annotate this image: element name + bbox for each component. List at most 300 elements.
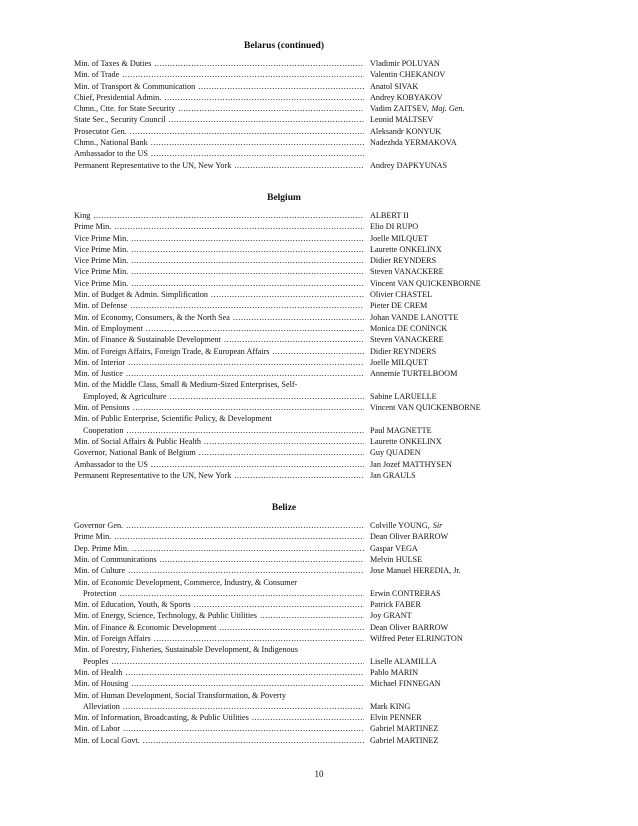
- section-title: Belarus (continued): [244, 41, 324, 51]
- position-title: [74, 565, 364, 576]
- position-title: [74, 81, 364, 92]
- official-name: [364, 577, 441, 600]
- official-name: [364, 531, 448, 542]
- list-item: [74, 610, 494, 621]
- position-text: Min. of Education, Youth, & Sports: [74, 600, 191, 610]
- dot-leader: [219, 622, 364, 633]
- position-title: [74, 300, 364, 311]
- official-name: [364, 543, 418, 554]
- position-text: Vice Prime Min.: [74, 256, 129, 266]
- official-name-text: Vincent VAN QUICKENBORNE: [370, 278, 481, 288]
- position-title: [74, 622, 364, 633]
- official-name-text: Jose Manuel HEREDIA, Jr.: [370, 566, 461, 576]
- position-text: Vice Prime Min.: [74, 233, 129, 243]
- position-text: Dep. Prime Min.: [74, 543, 130, 553]
- list-item: [74, 712, 494, 723]
- list-item: [74, 531, 494, 542]
- position-text: Min. of Housing: [74, 679, 129, 689]
- position-title: [74, 58, 364, 69]
- list-item: [74, 58, 494, 69]
- dot-leader: [151, 148, 364, 159]
- dot-leader: [131, 678, 364, 689]
- official-name: [364, 413, 432, 436]
- official-name-text: Aleksandr KONYUK: [370, 126, 442, 136]
- position-title: [74, 210, 364, 221]
- position-title: [74, 323, 364, 334]
- official-name: [364, 346, 436, 357]
- official-name-text: Valentin CHEKANOV: [370, 70, 446, 80]
- official-name-text: Guy QUADEN: [370, 448, 421, 458]
- official-name-text: Andrey DAPKYUNAS: [370, 160, 448, 170]
- position-text: Min. of Justice: [74, 369, 123, 379]
- dot-leader: [133, 402, 364, 413]
- position-text: Ambassador to the US: [74, 459, 148, 469]
- position-title: [74, 233, 364, 244]
- official-name-text: Didier REYNDERS: [370, 346, 437, 356]
- position-text: Min. of Economy, Consumers, & the North Sea: [74, 312, 230, 322]
- list-item: [74, 413, 494, 436]
- position-title: [74, 244, 364, 255]
- official-name: [364, 278, 481, 289]
- position-title: [74, 137, 364, 148]
- official-name: [364, 92, 443, 103]
- official-name-text: Vladimir POLUYAN: [370, 59, 440, 68]
- position-title: [74, 312, 364, 323]
- position-text: Protection: [83, 588, 117, 598]
- official-name-text: Didier REYNDERS: [370, 256, 437, 266]
- dot-leader: [93, 210, 364, 221]
- official-name: [364, 266, 444, 277]
- position-text: Employed, & Agriculture: [83, 391, 167, 401]
- position-title: [74, 723, 364, 734]
- list-item: [74, 447, 494, 458]
- position-text: Min. of Public Enterprise, Scientific Policy, & Development: [74, 414, 272, 424]
- dot-leader: [211, 289, 364, 300]
- official-name: [364, 599, 421, 610]
- list-item: [74, 402, 494, 413]
- position-text: Vice Prime Min.: [74, 267, 129, 277]
- dot-leader: [126, 425, 364, 436]
- entry-list: [74, 520, 494, 746]
- official-name-text: Leonid MALTSEV: [370, 115, 434, 125]
- official-name-text: Anatol SIVAK: [370, 81, 419, 91]
- official-name: [364, 357, 428, 368]
- position-text: Prosecutor Gen.: [74, 126, 127, 136]
- position-title: [74, 543, 364, 554]
- position-text: Min. of Foreign Affairs: [74, 634, 151, 644]
- official-name: [364, 312, 458, 323]
- dot-leader: [151, 137, 364, 148]
- position-title: [74, 92, 364, 103]
- dot-leader: [130, 300, 364, 311]
- dot-leader: [111, 656, 364, 667]
- position-text: Permanent Representative to the UN, New York: [74, 160, 232, 170]
- official-name-text: Laurette ONKELINX: [370, 436, 442, 446]
- position-text: Alleviation: [83, 701, 120, 711]
- list-item: [74, 644, 494, 667]
- dot-leader: [169, 391, 364, 402]
- position-title: [74, 690, 364, 713]
- official-name: [364, 644, 437, 667]
- official-name: [364, 436, 442, 447]
- page-number: 10: [314, 769, 324, 779]
- position-text: State Sec., Security Council: [74, 115, 166, 125]
- list-item: [74, 565, 494, 576]
- official-name: [364, 667, 418, 678]
- position-title: [74, 103, 364, 114]
- official-name: [364, 137, 457, 148]
- official-name: [364, 368, 457, 379]
- dot-leader: [126, 520, 364, 531]
- list-item: [74, 114, 494, 125]
- position-title: [74, 126, 364, 137]
- position-title: [74, 577, 364, 600]
- list-item: [74, 357, 494, 368]
- position-text: Min. of Social Affairs & Public Health: [74, 436, 201, 446]
- official-name: [364, 300, 427, 311]
- list-item: [74, 300, 494, 311]
- official-name-text: Paul MAGNETTE: [370, 425, 432, 435]
- section-belarus: [74, 40, 494, 171]
- dot-leader: [131, 233, 364, 244]
- list-item: [74, 622, 494, 633]
- entry-list: [74, 58, 494, 171]
- position-text: Vice Prime Min.: [74, 244, 129, 254]
- dot-leader: [199, 447, 364, 458]
- official-name: [364, 470, 416, 481]
- official-name-text: Gabriel MARTINEZ: [370, 724, 439, 734]
- dot-leader: [120, 588, 364, 599]
- dot-leader: [131, 244, 364, 255]
- position-title: [74, 470, 364, 481]
- list-item: [74, 233, 494, 244]
- position-title: [74, 160, 364, 171]
- dot-leader: [130, 126, 364, 137]
- position-title: [74, 678, 364, 689]
- dot-leader: [164, 92, 364, 103]
- official-name-text: Gaspar VEGA: [370, 543, 418, 553]
- official-name-text: Monica DE CONINCK: [370, 323, 448, 333]
- dot-leader: [252, 712, 364, 723]
- official-name-text: Jan GRAULS: [370, 470, 416, 480]
- official-name-text: Steven VANACKERE: [370, 267, 444, 277]
- official-name-text: Dean Oliver BARROW: [370, 532, 449, 542]
- position-text: Min. of Culture: [74, 566, 126, 576]
- dot-leader: [122, 69, 364, 80]
- official-name-text: Joelle MILQUET: [370, 233, 428, 243]
- position-title: [74, 255, 364, 266]
- dot-leader: [146, 323, 364, 334]
- position-text: Min. of Interior: [74, 357, 126, 367]
- official-name-text: Erwin CONTRERAS: [370, 588, 441, 598]
- position-text: Peoples: [83, 656, 109, 666]
- dot-leader: [273, 346, 365, 357]
- dot-leader: [160, 554, 364, 565]
- position-title: [74, 368, 364, 379]
- official-name: [364, 58, 440, 69]
- official-name: [364, 447, 421, 458]
- position-title: [74, 667, 364, 678]
- dot-leader: [154, 58, 364, 69]
- dot-leader: [131, 266, 364, 277]
- position-text: Min. of Information, Broadcasting, & Public Utilities: [74, 713, 249, 723]
- position-text: Min. of Transport & Communication: [74, 81, 196, 91]
- position-title: [74, 69, 364, 80]
- dot-leader: [123, 701, 364, 712]
- official-name: [364, 459, 452, 470]
- list-item: [74, 599, 494, 610]
- position-text: Min. of Health: [74, 667, 123, 677]
- dot-leader: [128, 357, 364, 368]
- position-title: [74, 599, 364, 610]
- dot-leader: [126, 368, 364, 379]
- official-name: [364, 289, 432, 300]
- list-item: [74, 69, 494, 80]
- list-item: [74, 266, 494, 277]
- list-item: [74, 436, 494, 447]
- position-text: Ambassador to the US: [74, 149, 148, 159]
- official-name-text: Elvin PENNER: [370, 713, 422, 723]
- list-item: [74, 255, 494, 266]
- position-title: [74, 554, 364, 565]
- position-title: [74, 610, 364, 621]
- official-name: [364, 126, 441, 137]
- position-text: Min. of Taxes & Duties: [74, 59, 152, 68]
- dot-leader: [132, 543, 364, 554]
- official-name: [364, 610, 412, 621]
- list-item: [74, 289, 494, 300]
- list-item: [74, 312, 494, 323]
- official-name-text: Gabriel MARTINEZ: [370, 735, 439, 745]
- position-title: [74, 436, 364, 447]
- list-item: [74, 633, 494, 644]
- section-title: Belgium: [267, 192, 301, 203]
- official-title-suffix: Maj. Gen.: [431, 104, 465, 114]
- official-name: [364, 712, 422, 723]
- position-text: Governor Gen.: [74, 521, 124, 531]
- official-name-text: Laurette ONKELINX: [370, 244, 442, 254]
- position-title: [74, 266, 364, 277]
- list-item: [74, 81, 494, 92]
- dot-leader: [151, 459, 364, 470]
- list-item: [74, 735, 494, 746]
- official-name: [364, 148, 370, 159]
- official-name: [364, 323, 447, 334]
- position-title: [74, 114, 364, 125]
- official-name-text: Melvin HULSE: [370, 554, 423, 564]
- position-title: [74, 531, 364, 542]
- official-name: [364, 160, 447, 171]
- official-name: [364, 402, 481, 413]
- official-name: [364, 735, 438, 746]
- official-name: [364, 723, 438, 734]
- dot-leader: [198, 81, 364, 92]
- position-text: Chmn., National Bank: [74, 138, 148, 148]
- official-name: [364, 210, 409, 221]
- official-name-text: Vadim ZAITSEV,: [370, 104, 429, 114]
- official-name-text: Vincent VAN QUICKENBORNE: [370, 403, 481, 413]
- position-text: Min. of Human Development, Social Transformation, & Poverty: [74, 690, 286, 700]
- dot-leader: [114, 531, 364, 542]
- official-name: [364, 622, 448, 633]
- list-item: [74, 210, 494, 221]
- dot-leader: [154, 633, 364, 644]
- official-name: [364, 554, 422, 565]
- position-title: [74, 148, 364, 159]
- position-title: [74, 278, 364, 289]
- official-name-text: Pieter DE CREM: [370, 301, 428, 311]
- list-item: [74, 520, 494, 531]
- position-title: [74, 520, 364, 531]
- position-text: Prime Min.: [74, 532, 112, 542]
- position-title: [74, 221, 364, 232]
- list-item: [74, 92, 494, 103]
- position-title: [74, 447, 364, 458]
- position-title: [74, 346, 364, 357]
- official-name: [364, 678, 441, 689]
- list-item: [74, 160, 494, 171]
- dot-leader: [114, 221, 364, 232]
- position-text: Min. of Foreign Affairs, Foreign Trade, & European Affairs: [74, 346, 270, 356]
- list-item: [74, 543, 494, 554]
- official-name: [364, 244, 442, 255]
- position-text: Prime Min.: [74, 222, 112, 232]
- position-title: [74, 334, 364, 345]
- official-name-text: ALBERT II: [370, 210, 409, 220]
- list-item: [74, 103, 494, 114]
- official-name-text: Sabine LARUELLE: [370, 391, 437, 401]
- official-name: [364, 633, 463, 644]
- position-title: [74, 712, 364, 723]
- official-name-text: Joy GRANT: [370, 611, 412, 621]
- list-item: [74, 678, 494, 689]
- list-item: [74, 346, 494, 357]
- position-title: [74, 402, 364, 413]
- official-name: [364, 379, 437, 402]
- official-name-text: Liselle ALAMILLA: [370, 656, 437, 666]
- position-text: Min. of Trade: [74, 70, 120, 80]
- position-text: Min. of Finance & Economic Development: [74, 622, 217, 632]
- position-text: Min. of Communications: [74, 554, 157, 564]
- section-title: Belize: [271, 503, 297, 514]
- official-name: [364, 233, 428, 244]
- position-title: [74, 633, 364, 644]
- dot-leader: [260, 610, 364, 621]
- list-item: [74, 379, 494, 402]
- position-text: Min. of Employment: [74, 323, 143, 333]
- position-title: [74, 289, 364, 300]
- list-item: [74, 459, 494, 470]
- dot-leader: [123, 723, 364, 734]
- position-text: Min. of Local Govt.: [74, 735, 140, 745]
- official-name: [364, 81, 418, 92]
- dot-leader: [233, 312, 364, 323]
- official-name-text: Wilfred Peter ELRINGTON: [370, 634, 463, 644]
- official-name: [364, 221, 418, 232]
- list-item: [74, 470, 494, 481]
- official-name-text: Michael FINNEGAN: [370, 679, 441, 689]
- position-title: [74, 357, 364, 368]
- position-text: Min. of Economic Development, Commerce, Industry, & Consumer: [74, 577, 297, 587]
- position-text: Min. of Energy, Science, Technology, & Public Utilities: [74, 611, 257, 621]
- official-name-text: Nadezhda YERMAKOVA: [370, 138, 457, 148]
- official-title-suffix: Sir: [432, 521, 443, 531]
- position-text: Governor, National Bank of Belgium: [74, 448, 196, 458]
- position-text: Chmn., Ctte. for State Security: [74, 104, 176, 114]
- official-name-text: Elio DI RUPO: [370, 222, 419, 232]
- official-name-text: Pablo MARIN: [370, 667, 418, 677]
- dot-leader: [125, 667, 364, 678]
- list-item: [74, 221, 494, 232]
- official-name: [364, 255, 436, 266]
- list-item: [74, 690, 494, 713]
- official-name-text: Steven VANACKERE: [370, 335, 444, 345]
- position-text: Min. of Forestry, Fisheries, Sustainable Development, & Indigenous: [74, 645, 298, 655]
- section-belize: [74, 502, 494, 746]
- position-title: [74, 413, 364, 436]
- list-item: [74, 554, 494, 565]
- dot-leader: [169, 114, 364, 125]
- document-page: [74, 40, 494, 746]
- list-item: [74, 137, 494, 148]
- official-name-text: Joelle MILQUET: [370, 357, 428, 367]
- official-name: [364, 565, 461, 576]
- official-name-text: Jan Jozef MATTHYSEN: [370, 459, 452, 469]
- dot-leader: [131, 278, 364, 289]
- dot-leader: [131, 255, 364, 266]
- dot-leader: [234, 470, 364, 481]
- list-item: [74, 148, 494, 159]
- section-belgium: [74, 192, 494, 481]
- official-name: [364, 69, 445, 80]
- official-name: [364, 114, 433, 125]
- list-item: [74, 323, 494, 334]
- official-name-text: Johan VANDE LANOTTE: [370, 312, 459, 322]
- dot-leader: [143, 735, 364, 746]
- entry-list: [74, 210, 494, 481]
- position-text: Min. of Pensions: [74, 403, 130, 413]
- dot-leader: [178, 103, 364, 114]
- list-item: [74, 667, 494, 678]
- position-text: Cooperation: [83, 425, 124, 435]
- position-text: Chief, Presidential Admin.: [74, 92, 162, 102]
- list-item: [74, 126, 494, 137]
- position-text: Min. of Labor: [74, 724, 121, 734]
- position-text: Min. of Defense: [74, 301, 128, 311]
- position-title: [74, 379, 364, 402]
- list-item: [74, 577, 494, 600]
- list-item: [74, 723, 494, 734]
- dot-leader: [224, 334, 364, 345]
- list-item: [74, 244, 494, 255]
- position-text: Min. of the Middle Class, Small & Medium-Sized Enterprises, Self-: [74, 380, 298, 390]
- position-title: [74, 459, 364, 470]
- dot-leader: [194, 599, 364, 610]
- position-text: Min. of Finance & Sustainable Development: [74, 335, 221, 345]
- position-text: King: [74, 210, 91, 220]
- dot-leader: [234, 160, 364, 171]
- official-name-text: Colville YOUNG,: [370, 521, 430, 531]
- official-name: [364, 334, 444, 345]
- official-name-text: Annemie TURTELBOOM: [370, 369, 458, 379]
- dot-leader: [128, 565, 364, 576]
- position-text: Vice Prime Min.: [74, 278, 129, 288]
- official-name-text: Olivier CHASTEL: [370, 290, 433, 300]
- official-name: [364, 103, 465, 114]
- position-title: [74, 735, 364, 746]
- official-name: [364, 690, 410, 713]
- position-text: Min. of Budget & Admin. Simplification: [74, 290, 208, 300]
